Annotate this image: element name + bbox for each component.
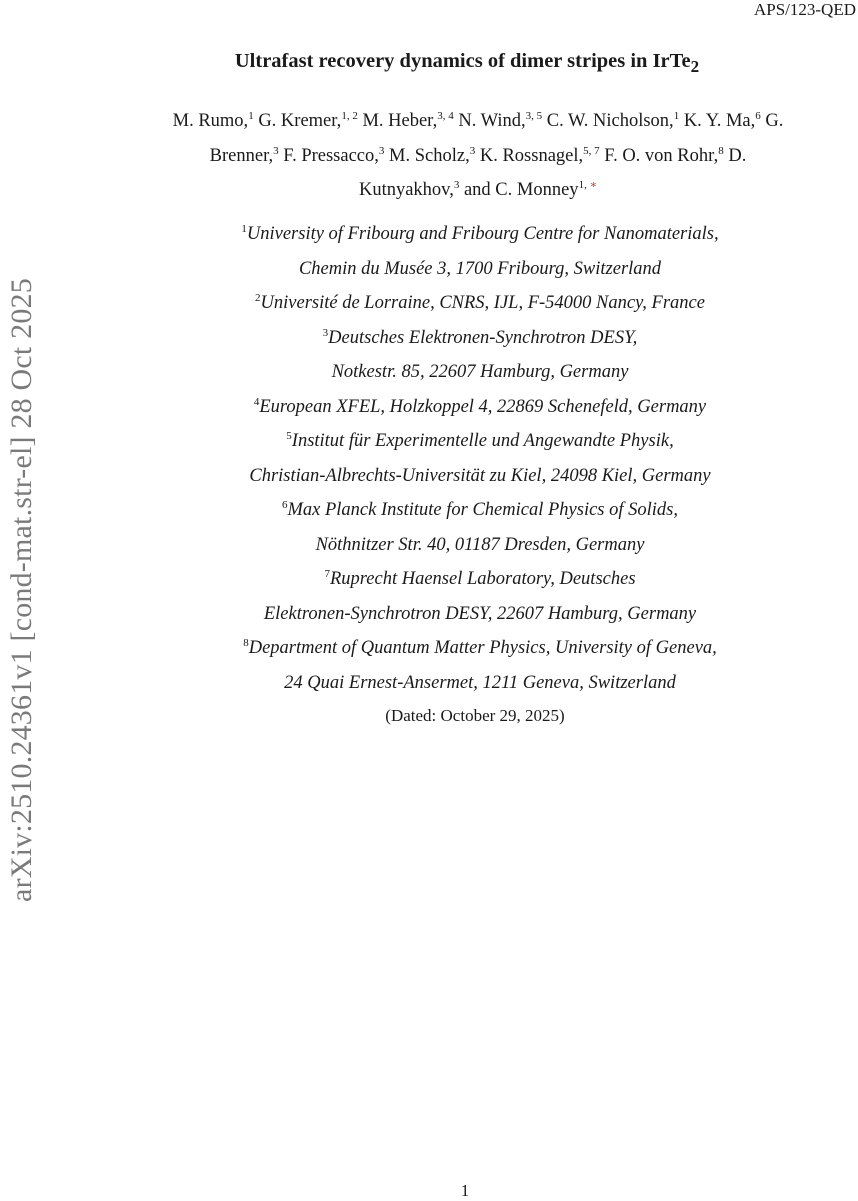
affiliation-line: [150, 424, 810, 459]
affiliation-text: Notkestr. 85, 22607 Hamburg, Germany: [331, 362, 629, 382]
affiliation-line: [150, 528, 810, 563]
author-affiliation-marker: 1, ∗: [578, 179, 598, 191]
author-affiliation-marker: 3: [453, 179, 460, 191]
affiliation-number: 5: [286, 430, 292, 442]
affiliation-number: 1: [241, 223, 247, 235]
author: [684, 111, 761, 131]
affiliation-line: [150, 286, 810, 321]
author-affiliation-marker: 6: [755, 110, 761, 122]
arxiv-identifier[interactable]: arXiv:2510.24361v1 [cond-mat.str-el] 28 Oct 2025: [5, 278, 38, 902]
author-list: [168, 104, 788, 208]
affiliation-number: 4: [253, 395, 260, 408]
dated-line: (Dated: October 29, 2025): [385, 706, 565, 725]
affiliation-line: [150, 390, 810, 425]
affiliation-number: 2: [255, 292, 261, 304]
paper-title-subscript: 2: [690, 57, 700, 77]
affiliation-text: Nöthnitzer Str. 40, 01187 Dresden, Germany: [315, 534, 645, 555]
report-id: APS/123-QED: [753, 0, 856, 19]
affiliation-text: Chemin du Musée 3, 1700 Fribourg, Switzerland: [298, 258, 662, 279]
affiliation-line: [150, 493, 810, 528]
affiliation-text: Institut für Experimentelle und Angewandte Physik,: [291, 431, 674, 451]
page-number: 1: [460, 1181, 470, 1200]
affiliation-text: Université de Lorraine, CNRS, IJL, F-54000 Nancy, France: [260, 293, 705, 313]
affiliation-line: [150, 562, 810, 597]
author: [547, 111, 679, 131]
author-affiliation-marker: 3, 4: [437, 110, 454, 122]
author-name: K. Rossnagel,: [479, 145, 584, 166]
affiliation-line: [150, 355, 810, 390]
author-name: F. O. von Rohr,: [604, 145, 719, 166]
author-affiliation-marker: 1: [248, 110, 254, 122]
affiliation-text: Max Planck Institute for Chemical Physics of Solids,: [287, 500, 678, 520]
author: [458, 111, 542, 131]
author: [604, 146, 723, 166]
affiliation-list: [150, 217, 810, 700]
affiliation-line: [150, 597, 810, 632]
author: [362, 111, 453, 131]
affiliation-number: 7: [324, 568, 330, 580]
affiliation-text: Department of Quantum Matter Physics, University of Geneva,: [248, 638, 717, 658]
affiliation-line: [150, 666, 810, 701]
author-name: G. Kremer,: [258, 111, 342, 131]
paper-title: [0, 50, 858, 77]
author-affiliation-marker: 5, 7: [583, 144, 600, 157]
affiliation-line: [150, 631, 810, 666]
affiliation-number: 8: [243, 637, 249, 649]
author-name: D. Kutnyakhov,: [358, 145, 747, 200]
author: [389, 146, 475, 166]
author: [283, 146, 384, 166]
author-affiliation-marker: 1, 2: [341, 110, 358, 122]
author-affiliation-marker: 3: [273, 144, 279, 157]
affiliation-number: 6: [282, 499, 288, 511]
affiliation-text: European XFEL, Holzkoppel 4, 22869 Schenefeld, Germany: [259, 396, 707, 417]
affiliation-text: 24 Quai Ernest-Ansermet, 1211 Geneva, Switzerland: [284, 672, 676, 693]
affiliation-line: [150, 217, 810, 252]
author-name: N. Wind,: [458, 111, 526, 131]
author-affiliation-marker: 3: [378, 144, 385, 157]
author-name: M. Heber,: [362, 111, 438, 131]
author-affiliation-marker: 8: [718, 144, 724, 157]
affiliation-text: Ruprecht Haensel Laboratory, Deutsches: [329, 569, 636, 589]
author: [464, 180, 597, 200]
affiliation-text: Deutsches Elektronen-Synchrotron DESY,: [328, 327, 638, 348]
paper-title-text: Ultrafast recovery dynamics of dimer stripes in IrTe: [234, 50, 691, 72]
author-name: M. Scholz,: [389, 145, 470, 166]
author: [258, 111, 358, 131]
author-name: G. Brenner,: [209, 111, 784, 166]
affiliation-number: 3: [322, 326, 329, 339]
author-name: K. Y. Ma,: [683, 111, 756, 131]
affiliation-line: [150, 459, 810, 494]
author-affiliation-marker: 3: [469, 144, 476, 157]
affiliation-text: Christian-Albrechts-Universität zu Kiel, 24098 Kiel, Germany: [249, 465, 711, 486]
author-affiliation-marker: 1: [673, 110, 680, 122]
author-affiliation-marker: 3, 5: [525, 110, 543, 122]
author-name: C. W. Nicholson,: [546, 111, 674, 131]
author: [173, 111, 254, 131]
author-name: and C. Monney: [463, 180, 579, 200]
affiliation-line: [150, 321, 810, 356]
corresponding-author-mark[interactable]: ∗: [589, 179, 598, 191]
author-name: F. Pressacco,: [283, 145, 379, 166]
affiliation-text: University of Fribourg and Fribourg Centre for Nanomaterials,: [246, 224, 719, 244]
affiliation-text: Elektronen-Synchrotron DESY, 22607 Hamburg, Germany: [263, 603, 697, 624]
arxiv-sidebar: [2, 245, 42, 935]
author-name: M. Rumo,: [172, 111, 249, 131]
affiliation-line: [150, 252, 810, 287]
author: [480, 146, 600, 166]
